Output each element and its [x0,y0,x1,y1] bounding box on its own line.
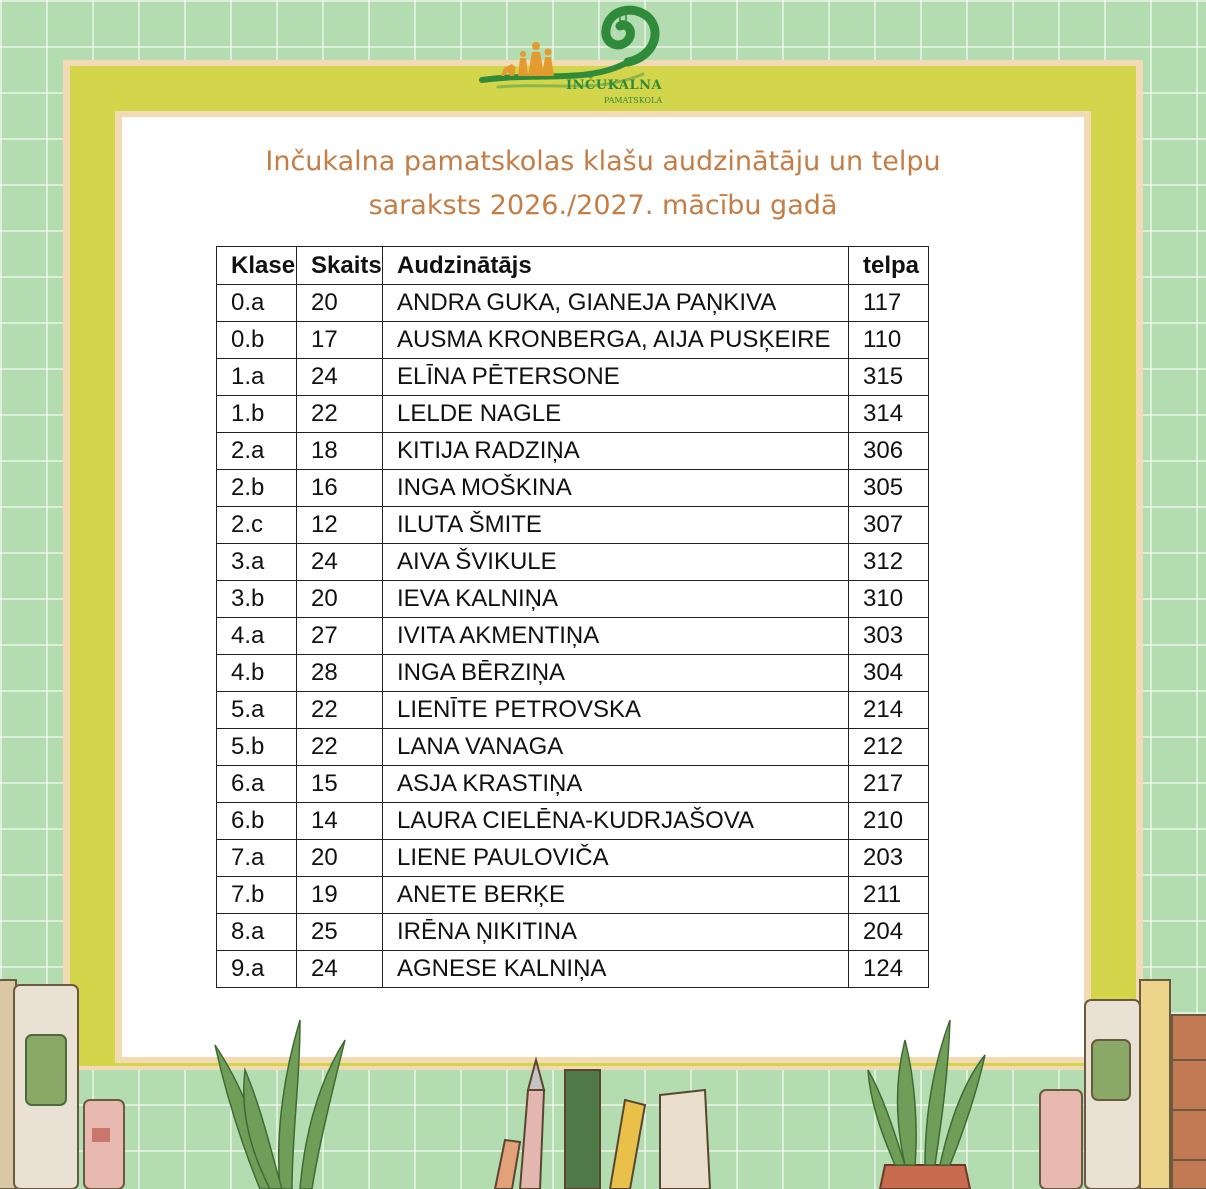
title-line-1: Inčukalna pamatskolas klašu audzinātāju un telpu [265,146,941,177]
cell-telpa: 217 [849,766,929,803]
cell-audzinatajs: LAURA CIELĒNA-KUDRJAŠOVA [383,803,849,840]
table-row [217,692,929,729]
cell-skaits: 22 [297,396,383,433]
cell-telpa: 212 [849,729,929,766]
cell-audzinatajs: IVITA AKMENTIŅA [383,618,849,655]
cell-telpa: 210 [849,803,929,840]
cell-skaits: 15 [297,766,383,803]
cell-audzinatajs: IEVA KALNIŅA [383,581,849,618]
cell-telpa: 203 [849,840,929,877]
cell-telpa: 306 [849,433,929,470]
table-row [217,359,929,396]
table-row [217,840,929,877]
cell-skaits: 27 [297,618,383,655]
cell-skaits: 18 [297,433,383,470]
cell-telpa: 117 [849,285,929,322]
cell-klase: 4.a [217,618,297,655]
cell-telpa: 305 [849,470,929,507]
table-row [217,322,929,359]
cell-klase: 3.a [217,544,297,581]
cell-telpa: 310 [849,581,929,618]
cell-skaits: 22 [297,729,383,766]
title-line-2: saraksts 2026./2027. mācību gadā [368,190,838,221]
cell-telpa: 304 [849,655,929,692]
cell-klase: 2.a [217,433,297,470]
cell-skaits: 20 [297,581,383,618]
cell-audzinatajs: AGNESE KALNIŅA [383,951,849,988]
table-row [217,655,929,692]
cell-telpa: 204 [849,914,929,951]
cell-klase: 2.b [217,470,297,507]
header-klase: Klase [217,247,297,285]
cell-telpa: 314 [849,396,929,433]
cell-telpa: 312 [849,544,929,581]
cell-klase: 8.a [217,914,297,951]
table-row [217,285,929,322]
header-telpa: telpa [849,247,929,285]
cell-audzinatajs: INGA BĒRZIŅA [383,655,849,692]
cell-klase: 9.a [217,951,297,988]
cell-audzinatajs: AUSMA KRONBERGA, AIJA PUSĶEIRE [383,322,849,359]
header-skaits: Skaits [297,247,383,285]
cell-audzinatajs: ASJA KRASTIŅA [383,766,849,803]
table-row [217,766,929,803]
cell-klase: 1.a [217,359,297,396]
cell-audzinatajs: ELĪNA PĒTERSONE [383,359,849,396]
cell-audzinatajs: LIENE PAULOVIČA [383,840,849,877]
cell-audzinatajs: KITIJA RADZIŅA [383,433,849,470]
cell-audzinatajs: LIENĪTE PETROVSKA [383,692,849,729]
cell-audzinatajs: LELDE NAGLE [383,396,849,433]
table-row [217,470,929,507]
school-supplies-illustration [0,960,1206,1189]
cell-audzinatajs: AIVA ŠVIKULE [383,544,849,581]
table-row [217,803,929,840]
table-row [217,914,929,951]
cell-klase: 6.a [217,766,297,803]
cell-audzinatajs: LANA VANAGA [383,729,849,766]
page-title [200,140,1006,228]
cell-klase: 3.b [217,581,297,618]
cell-audzinatajs: ILUTA ŠMITE [383,507,849,544]
cell-skaits: 24 [297,359,383,396]
cell-audzinatajs: ANDRA GUKA, GIANEJA PAŅKIVA [383,285,849,322]
cell-telpa: 214 [849,692,929,729]
cell-telpa: 110 [849,322,929,359]
cell-klase: 7.a [217,840,297,877]
table-row [217,433,929,470]
cell-klase: 4.b [217,655,297,692]
cell-skaits: 28 [297,655,383,692]
cell-skaits: 24 [297,544,383,581]
plant-illustration-right [868,1020,985,1189]
cell-telpa: 307 [849,507,929,544]
header-audzinatajs: Audzinātājs [383,247,849,285]
cell-skaits: 22 [297,692,383,729]
cell-klase: 0.b [217,322,297,359]
cell-audzinatajs: IRĒNA ŅIKITINA [383,914,849,951]
table-row [217,618,929,655]
pens-illustration [495,1060,710,1189]
cell-skaits: 25 [297,914,383,951]
cell-skaits: 17 [297,322,383,359]
table-row [217,507,929,544]
table-row [217,877,929,914]
cell-klase: 0.a [217,285,297,322]
cell-skaits: 24 [297,951,383,988]
logo-school-name: INČUKALNA [566,78,663,93]
cell-skaits: 12 [297,507,383,544]
table-row [217,581,929,618]
cell-klase: 5.b [217,729,297,766]
cell-klase: 2.c [217,507,297,544]
cell-telpa: 124 [849,951,929,988]
cell-skaits: 19 [297,877,383,914]
logo-school-subtitle: PAMATSKOLA [604,96,663,105]
table-header-row [217,247,929,285]
cell-audzinatajs: ANETE BERĶE [383,877,849,914]
cell-klase: 5.a [217,692,297,729]
cell-klase: 6.b [217,803,297,840]
cell-audzinatajs: INGA MOŠKINA [383,470,849,507]
cell-skaits: 16 [297,470,383,507]
cell-telpa: 303 [849,618,929,655]
table-row [217,729,929,766]
cell-skaits: 20 [297,285,383,322]
cell-klase: 7.b [217,877,297,914]
table-row [217,544,929,581]
books-illustration-right [1040,980,1206,1189]
table-row [217,396,929,433]
cell-telpa: 315 [849,359,929,396]
cell-klase: 1.b [217,396,297,433]
cell-telpa: 211 [849,877,929,914]
plant-illustration-left [215,1020,345,1189]
class-teacher-table [216,246,929,988]
books-illustration-left [0,980,124,1189]
cell-skaits: 20 [297,840,383,877]
cell-skaits: 14 [297,803,383,840]
